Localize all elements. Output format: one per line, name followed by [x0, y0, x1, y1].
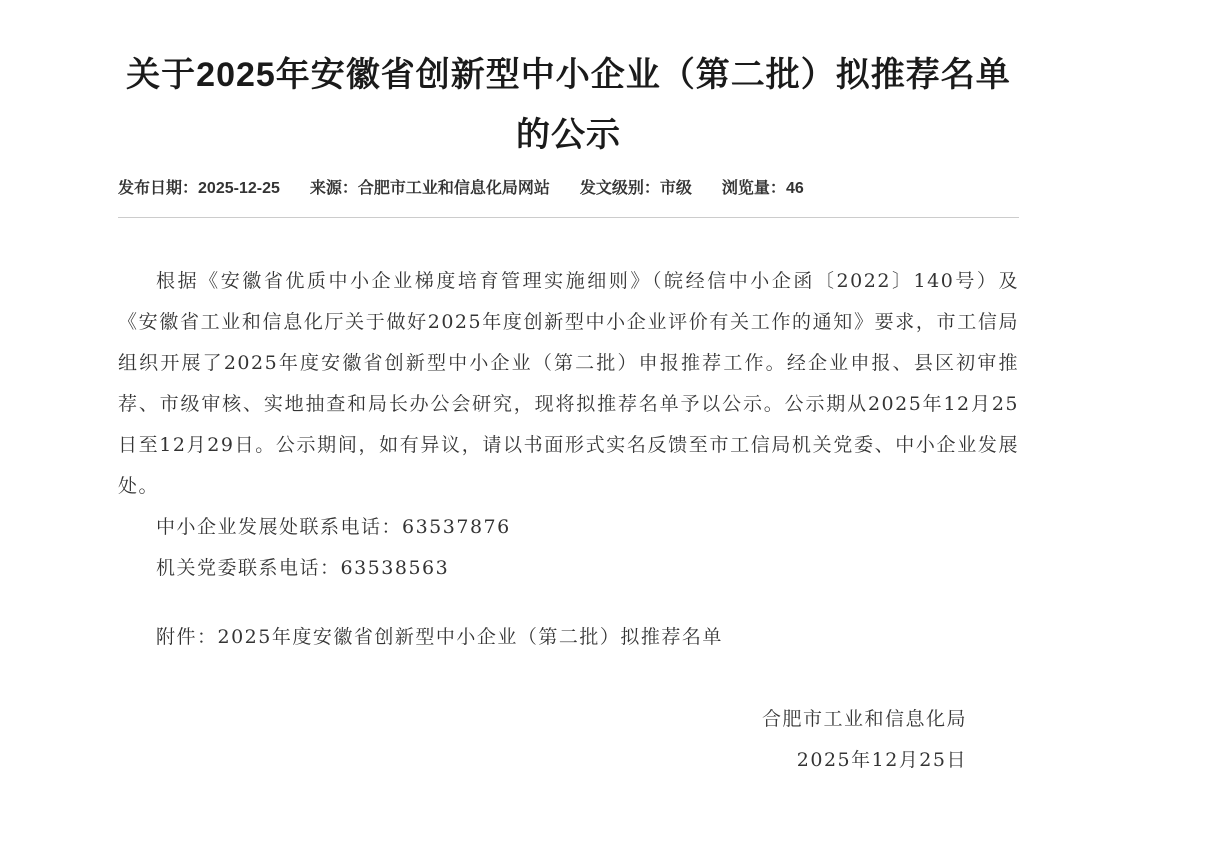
issue-date: 2025年12月25日: [796, 749, 967, 771]
meta-doc-level: [580, 178, 692, 200]
announcement-page: [0, 45, 1222, 862]
meta-view-count-label: 浏览量：: [721, 180, 786, 197]
meta-row: [118, 178, 1019, 200]
issuer-name: 合肥市工业和信息化局: [761, 708, 967, 730]
meta-view-count-value: 46: [785, 180, 804, 197]
meta-source-label: 来源：: [309, 180, 358, 197]
meta-publish-date: [118, 178, 280, 200]
meta-divider: [118, 217, 1019, 218]
document-content: [118, 45, 1019, 781]
attachment-line: 附件：2025年度安徽省创新型中小企业（第二批）拟推荐名单: [156, 626, 723, 648]
signature-block: [118, 699, 1019, 781]
contact-line-sme-division: 中小企业发展处联系电话：63537876: [156, 516, 511, 538]
meta-view-count: [722, 178, 804, 200]
meta-publish-date-label: 发布日期：: [118, 180, 199, 197]
meta-publish-date-value: 2025-12-25: [198, 180, 280, 197]
meta-doc-level-label: 发文级别：: [579, 180, 660, 197]
meta-doc-level-value: 市级: [659, 180, 692, 197]
meta-source-value: 合肥市工业和信息化局网站: [357, 180, 550, 197]
main-paragraph: 根据《安徽省优质中小企业梯度培育管理实施细则》（皖经信中小企函〔2022〕140号）及《安徽省工业和信息化厅关于做好2025年度创新型中小企业评价有关工作的通知》要求，市工信局组织开展了2025年度安徽省创新型中小企业（第二批）申报推荐工作。经企业申报、县区初审推荐、市级审核、实地抽查和局长办公会研究，现将拟推荐名单予以公示。公示期从2025年12月25日至12月29日。公示期间，如有异议，请以书面形式实名反馈至市工信局机关党委、中小企业发展处。: [118, 270, 1019, 497]
page-title: 关于2025年安徽省创新型中小企业（第二批）拟推荐名单的公示: [126, 56, 1011, 154]
contact-line-party-committee: 机关党委联系电话：63538563: [156, 557, 450, 579]
meta-source: [310, 178, 550, 200]
article-body: [118, 261, 1019, 781]
